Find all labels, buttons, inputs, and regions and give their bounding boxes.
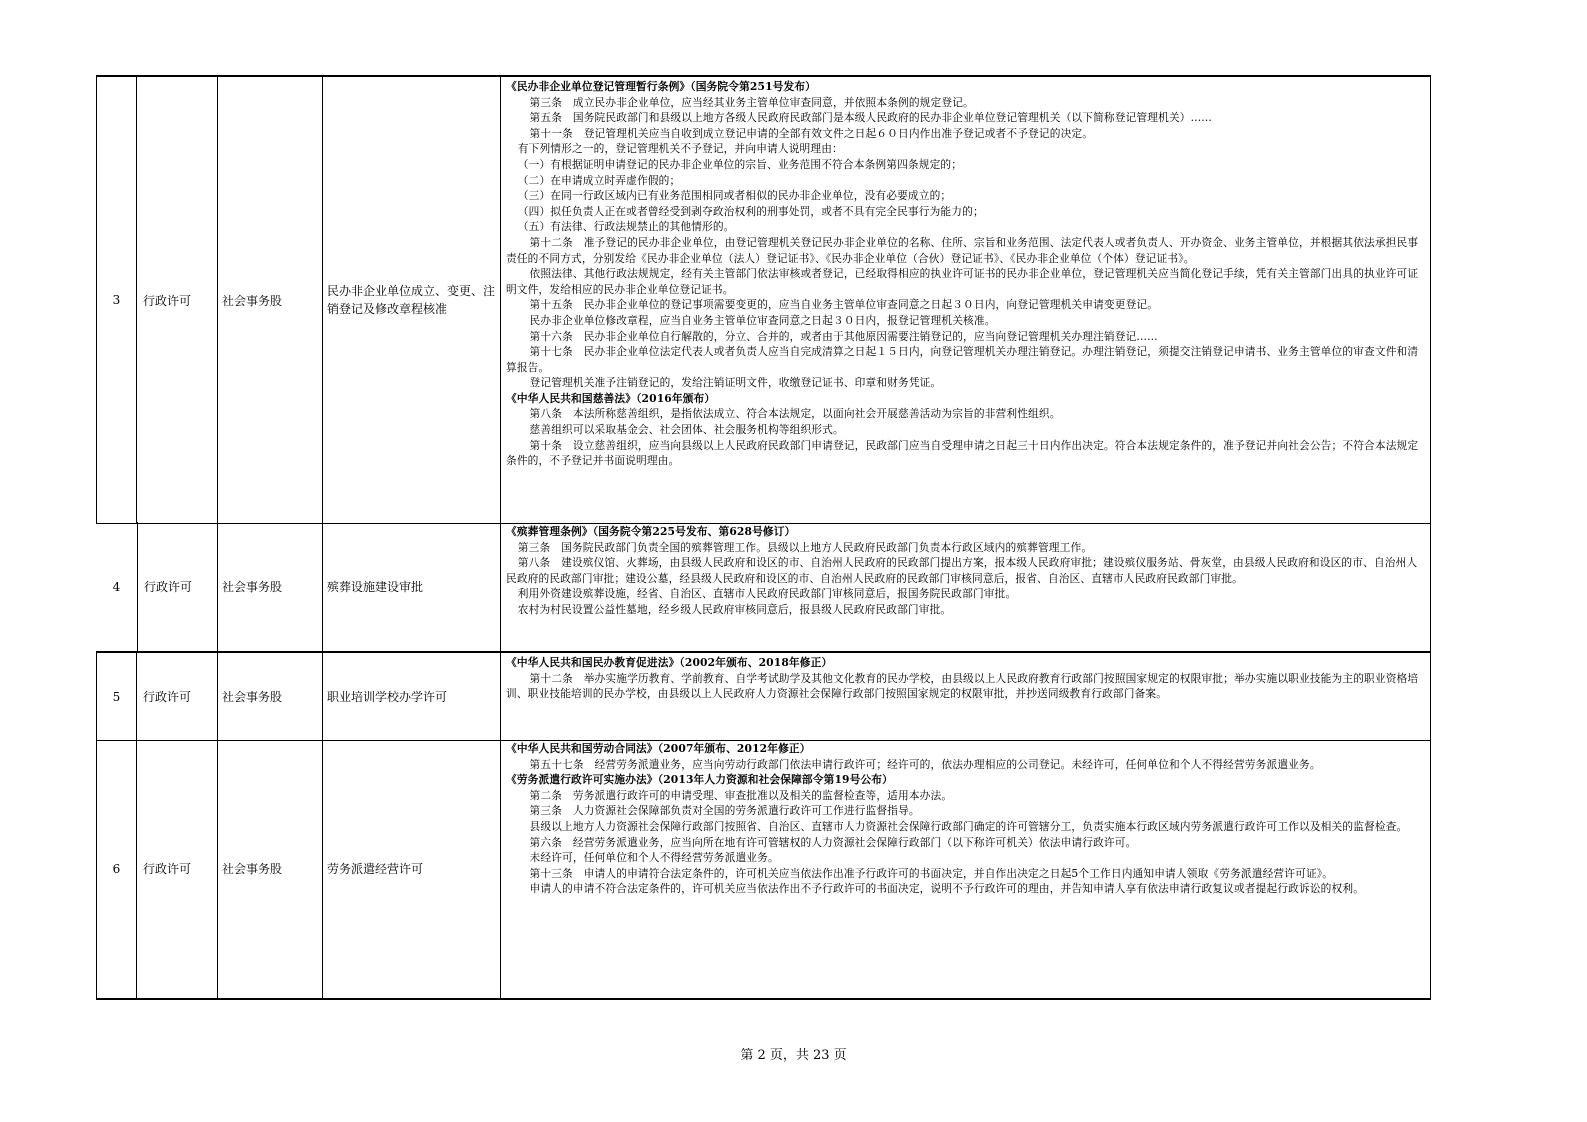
item-type: 行政许可 <box>137 653 218 741</box>
table-row <box>96 75 1431 524</box>
law-clause: 民办非企业单位修改章程，应当自业务主管单位审查同意之日起３０日内，报登记管理机关核准。 <box>529 313 996 327</box>
law-clause: 第十三条 申请人的申请符合法定条件的，许可机关应当依法作出准予行政许可的书面决定，并自作出决定之日起5个工作日内通知申请人领取《劳务派遣经营许可证》。 <box>529 866 1334 880</box>
law-clause: （四）拟任负责人正在或者曾经受到剥夺政治权利的刑事处罚，或者不具有完全民事行为能力的； <box>517 204 984 218</box>
row-number: 4 <box>112 580 121 594</box>
law-clause: 第十条 设立慈善组织，应当向县级以上人民政府民政部门申请登记，民政部门应当自受理申请之日起三十日内作出决定。符合本法规定条件的，准予登记并向社会公告；不符合本法规定条件的，不予登记并书面说明理由。 <box>506 438 1419 468</box>
department: 社会事务股 <box>218 653 323 741</box>
law-clause: 第八条 建设殡仪馆、火葬场，由县级人民政府和设区的市、自治州人民政府的民政部门提出方案，报本级人民政府审批；建设殡仪服务站、骨灰堂，由县级人民政府和设区的市、自治州人民政府的民政部门审批；建设公墓，经县级人民政府和设区的市、自治州人民政府的民政部门审核同意后，报省、自治区、直辖市人民政府民政部门审批。 <box>506 556 1418 585</box>
law-title: 《劳务派遣行政许可实施办法》（2013年人力资源和社会保障部令第19号公布） <box>506 773 893 787</box>
page-footer: 第 2 页，共 23 页 <box>740 1048 847 1063</box>
law-clause: 慈善组织可以采取基金会、社会团体、社会服务机构等组织形式。 <box>529 423 844 437</box>
law-title: 《中华人民共和国劳动合同法》（2007年颁布、2012年修正） <box>506 742 811 755</box>
item-type: 行政许可 <box>137 77 218 524</box>
item-name: 民办非企业单位成立、变更、注销登记及修改章程核准 <box>323 77 501 524</box>
department: 社会事务股 <box>218 77 323 524</box>
law-clause: 第二条 劳务派遣行政许可的申请受理、审查批准以及相关的监督检查等，适用本办法。 <box>529 788 953 802</box>
department: 社会事务股 <box>218 739 323 999</box>
law-clause: 县级以上地方人力资源社会保障行政部门按照省、自治区、直辖市人力资源社会保障行政部门确定的许可管辖分工，负责实施本行政区域内劳务派遣行政许可工作以及相关的监督检查。 <box>529 819 1408 833</box>
law-title: 《民办非企业单位登记管理暂行条例》（国务院令第251号发布） <box>506 80 817 93</box>
law-clause: 有下列情形之一的，登记管理机关不予登记，并向申请人说明理由： <box>517 142 843 156</box>
law-clause: 第八条 本法所称慈善组织，是指依法成立、符合本法规定，以面向社会开展慈善活动为宗旨的非营利性组织。 <box>529 407 1061 421</box>
law-clause: 第十二条 举办实施学历教育、学前教育、自学考试助学及其他文化教育的民办学校，由县级以上人民政府教育行政部门按照国家规定的权限审批；举办实施以职业技能为主的职业资格培训、职业技能培训的民办学校，由县级以上人民政府人力资源社会保障行政部门按照国家规定的权限审批，并抄送同级教育行政部门备案。 <box>506 671 1419 701</box>
law-clause: 第十七条 民办非企业单位法定代表人或者负责人应当自完成清算之日起１５日内，向登记管理机关办理注销登记。办理注销登记，须提交注销登记申请书、业务主管单位的审查文件和清算报告。 <box>506 345 1419 374</box>
law-clause: 未经许可，任何单位和个人不得经营劳务派遣业务。 <box>529 851 779 865</box>
law-clause: 第五条 国务院民政部门和县级以上地方各级人民政府民政部门是本级人民政府的民办非企业单位登记管理机关（以下简称登记管理机关）...... <box>529 111 1212 125</box>
law-clause: 第十二条 准予登记的民办非企业单位，由登记管理机关登记民办非企业单位的名称、住所、宗旨和业务范围、法定代表人或者负责人、开办资金、业务主管单位，并根据其依法承担民事责任的不同方式，分别发给《民办非企业单位（法人）登记证书》、《民办非企业单位（合伙）登记证书》、《民办非企业单位（个体）登记证书》。 <box>506 235 1419 265</box>
law-clause: 第三条 国务院民政部门负责全国的殡葬管理工作。县级以上地方人民政府民政部门负责本行政区域内的殡葬管理工作。 <box>517 540 1093 554</box>
law-clause: 登记管理机关准予注销登记的，发给注销证明文件，收缴登记证书、印章和财务凭证。 <box>529 376 942 390</box>
item-type: 行政许可 <box>137 522 218 652</box>
row-number: 3 <box>96 77 137 524</box>
law-clause: （一）有根据证明申请登记的民办非企业单位的宗旨、业务范围不符合本条例第四条规定的； <box>517 157 963 171</box>
item-name: 殡葬设施建设审批 <box>323 522 501 652</box>
law-title: 《中华人民共和国慈善法》（2016年颁布） <box>506 391 716 405</box>
law-clause: （二）在申请成立时弄虚作假的； <box>517 173 681 187</box>
department: 社会事务股 <box>218 522 323 652</box>
item-name: 劳务派遣经营许可 <box>323 739 501 999</box>
law-clause: 第十一条 登记管理机关应当自收到成立登记申请的全部有效文件之日起６０日内作出准予登记或者不予登记的决定。 <box>529 126 1094 140</box>
table-row <box>96 651 1431 741</box>
table-row <box>137 522 1431 652</box>
item-name: 职业培训学校办学许可 <box>323 653 501 741</box>
law-clause: （三）在同一行政区域内已有业务范围相同或者相似的民办非企业单位，没有必要成立的； <box>517 189 952 203</box>
row-number: 5 <box>96 653 137 741</box>
law-clause: （五）有法律、行政法规禁止的其他情形的。 <box>517 220 735 234</box>
law-clause: 第三条 成立民办非企业单位，应当经其业务主管单位审查同意，并依照本条例的规定登记。 <box>529 95 974 109</box>
law-clause: 第六条 经营劳务派遣业务，应当向所在地有许可管辖权的人力资源社会保障行政部门（以下称许可机关）依法申请行政许可。 <box>529 835 1137 849</box>
legal-basis <box>501 653 1431 741</box>
law-clause: 农村为村民设置公益性墓地，经乡级人民政府审核同意后，报县级人民政府民政部门审批。 <box>517 602 952 616</box>
item-type: 行政许可 <box>137 739 218 999</box>
law-clause: 申请人的申请不符合法定条件的，许可机关应当依法作出不予行政许可的书面决定，说明不予行政许可的理由，并告知申请人享有依法申请行政复议或者提起行政诉讼的权利。 <box>529 882 1365 896</box>
law-clause: 第三条 人力资源社会保障部负责对全国的劳务派遣行政许可工作进行监督指导。 <box>529 804 920 818</box>
law-clause: 第五十七条 经营劳务派遣业务，应当向劳动行政部门依法申请行政许可；经许可的，依法办理相应的公司登记。未经许可，任何单位和个人不得经营劳务派遣业务。 <box>529 757 1321 771</box>
legal-basis <box>501 522 1431 652</box>
law-title: 《中华人民共和国民办教育促进法》（2002年颁布、2018年修正） <box>506 656 833 669</box>
law-clause: 依照法律、其他行政法规规定，经有关主管部门依法审核或者登记，已经取得相应的执业许可证书的民办非企业单位，登记管理机关应当简化登记手续，凭有关主管部门出具的执业许可证明文件，发给相应的民办非企业单位登记证书。 <box>506 267 1419 296</box>
table-row <box>96 739 1431 1000</box>
law-title: 《殡葬管理条例》（国务院令第225号发布、第628号修订） <box>506 525 796 538</box>
law-clause: 第十五条 民办非企业单位的登记事项需要变更的，应当自业务主管单位审查同意之日起３０日内，向登记管理机关申请变更登记。 <box>529 298 1159 312</box>
row-number: 6 <box>96 739 137 999</box>
legal-basis <box>501 77 1431 524</box>
legal-basis <box>501 739 1431 999</box>
law-clause: 利用外资建设殡葬设施，经省、自治区、直辖市人民政府民政部门审核同意后，报国务院民政部门审批。 <box>517 587 1017 601</box>
law-clause: 第十六条 民办非企业单位自行解散的，分立、合并的，或者由于其他原因需要注销登记的，应当向登记管理机关办理注销登记...... <box>529 329 1158 343</box>
